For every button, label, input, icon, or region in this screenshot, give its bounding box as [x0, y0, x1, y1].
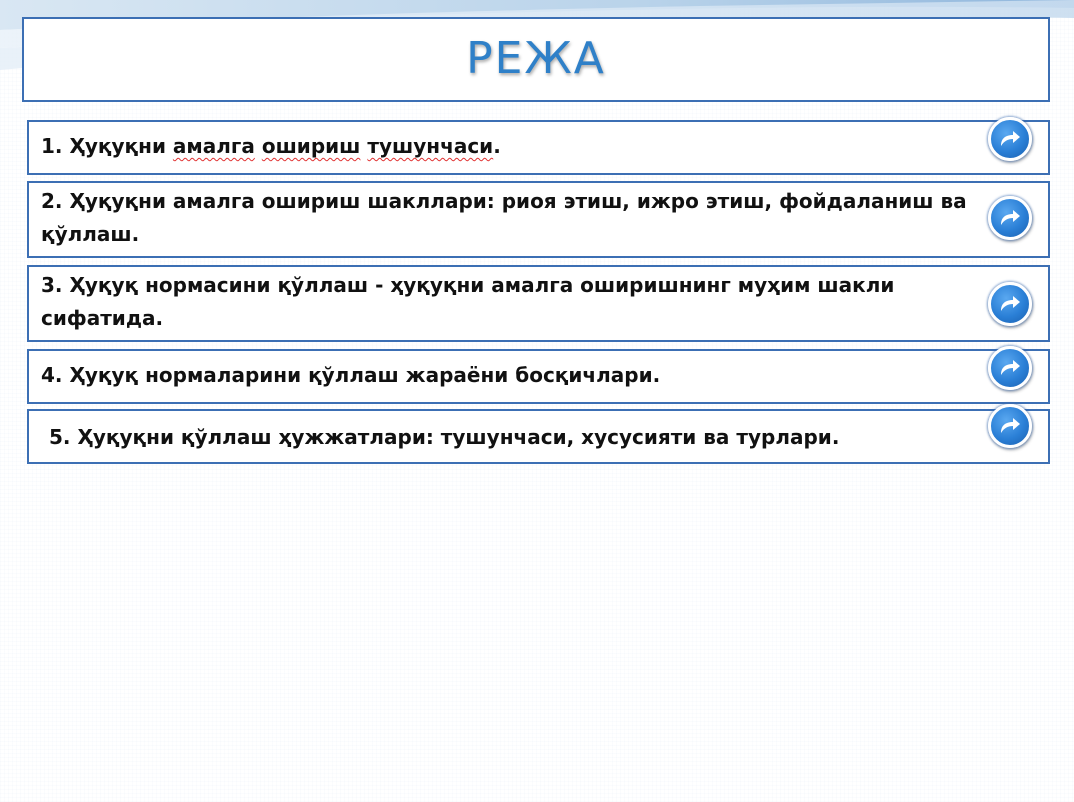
redo-arrow-icon [997, 291, 1023, 317]
plan-item-3 [27, 265, 1050, 342]
item-2-link-button[interactable] [988, 196, 1032, 240]
redo-arrow-icon [997, 355, 1023, 381]
item-3-link-button[interactable] [988, 282, 1032, 326]
plan-item-4-text: 4. Ҳуқуқ нормаларини қўллаш жараёни босқичлари. [41, 363, 661, 387]
plan-item-5 [27, 409, 1050, 464]
item-4-link-button[interactable] [988, 346, 1032, 390]
plan-item-2 [27, 181, 1050, 258]
item-5-link-button[interactable] [988, 404, 1032, 448]
plan-item-1-text: 1. Ҳуқуқни амалга ошириш тушунчаси. [41, 134, 501, 158]
plan-item-2-text: 2. Ҳуқуқни амалга ошириш шакллари: риоя этиш, ижро этиш, фойдаланиш ва қўллаш. [41, 189, 967, 246]
redo-arrow-icon [997, 413, 1023, 439]
plan-item-3-text: 3. Ҳуқуқ нормасини қўллаш - ҳуқуқни амалга оширишнинг муҳим шакли сифатида. [41, 273, 895, 330]
slide-title: РЕЖА [466, 33, 606, 84]
plan-item-5-text: 5. Ҳуқуқни қўллаш ҳужжатлари: тушунчаси, хусусияти ва турлари. [49, 425, 840, 449]
item-1-link-button[interactable] [988, 117, 1032, 161]
plan-item-1 [27, 120, 1050, 175]
redo-arrow-icon [997, 126, 1023, 152]
title-panel [22, 17, 1050, 102]
plan-item-4 [27, 349, 1050, 404]
redo-arrow-icon [997, 205, 1023, 231]
